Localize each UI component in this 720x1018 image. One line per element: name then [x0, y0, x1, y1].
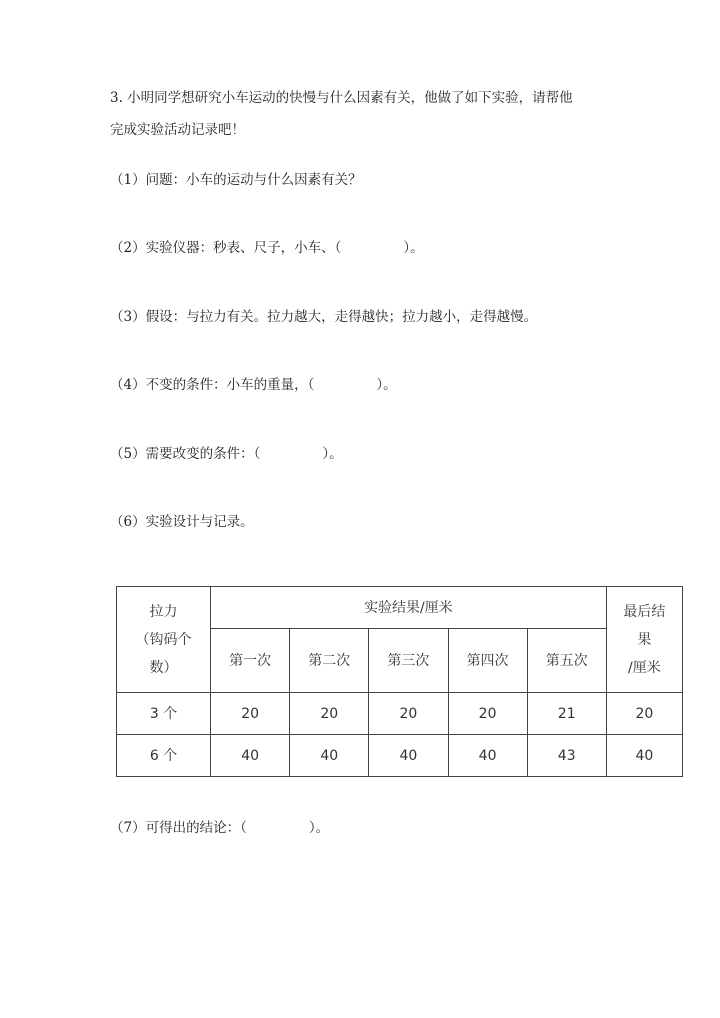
header-trial-4: 第四次	[448, 629, 527, 693]
header-trial-2: 第二次	[290, 629, 369, 693]
header-trial-3: 第三次	[369, 629, 448, 693]
header-trial-1: 第一次	[211, 629, 290, 693]
row-2-final: 40	[606, 735, 682, 777]
item-7-close: ）。	[308, 820, 330, 836]
row-1-trial-1: 20	[211, 693, 290, 735]
item-2-text: （2）实验仪器：秒表、尺子，小车、（	[110, 240, 342, 256]
header-force	[117, 587, 211, 693]
table-row	[117, 735, 683, 777]
item-4-close: ）。	[376, 377, 397, 393]
item-7-text: （7）可得出的结论：（	[110, 820, 247, 836]
item-6-design: （6）实验设计与记录。	[110, 514, 254, 530]
row-2-force: 6 个	[117, 735, 211, 777]
experiment-record-table	[116, 586, 683, 777]
item-2-close: ）。	[403, 240, 424, 256]
table-row	[117, 693, 683, 735]
row-1-trial-5: 21	[527, 693, 606, 735]
header-trial-5: 第五次	[527, 629, 606, 693]
question-line-2: 完成实验活动记录吧！	[110, 122, 245, 138]
item-5-changed-conditions	[110, 444, 343, 464]
item-4-constant-conditions	[110, 375, 397, 395]
item-3-hypothesis: （3）假设：与拉力有关。拉力越大，走得越快；拉力越小，走得越慢。	[110, 309, 538, 325]
row-2-trial-4: 40	[448, 735, 527, 777]
header-force-line-3: 数）	[149, 659, 178, 676]
row-2-trial-3: 40	[369, 735, 448, 777]
header-results: 实验结果/厘米	[211, 587, 607, 629]
question-line-1: 3. 小明同学想研究小车运动的快慢与什么因素有关，他做了如下实验，请帮他	[110, 90, 573, 106]
row-2-trial-2: 40	[290, 735, 369, 777]
item-5-text: （5）需要改变的条件：（	[110, 446, 261, 462]
row-2-trial-1: 40	[211, 735, 290, 777]
header-final	[606, 587, 682, 693]
item-7-conclusion	[110, 818, 329, 838]
header-final-line-2: 果	[637, 631, 652, 648]
row-1-final: 20	[606, 693, 682, 735]
row-1-trial-3: 20	[369, 693, 448, 735]
header-final-line-1: 最后结	[623, 603, 666, 620]
item-4-text: （4）不变的条件：小车的重量，（	[110, 377, 315, 393]
row-1-trial-4: 20	[448, 693, 527, 735]
header-force-line-1: 拉力	[149, 603, 178, 620]
item-5-close: ）。	[322, 446, 343, 462]
row-1-force: 3 个	[117, 693, 211, 735]
row-2-trial-5: 43	[527, 735, 606, 777]
header-force-line-2: （钩码个	[135, 631, 192, 648]
row-1-trial-2: 20	[290, 693, 369, 735]
header-final-line-3: /厘米	[628, 659, 661, 676]
item-1-problem: （1）问题：小车的运动与什么因素有关？	[110, 172, 362, 188]
item-2-instruments	[110, 238, 424, 258]
